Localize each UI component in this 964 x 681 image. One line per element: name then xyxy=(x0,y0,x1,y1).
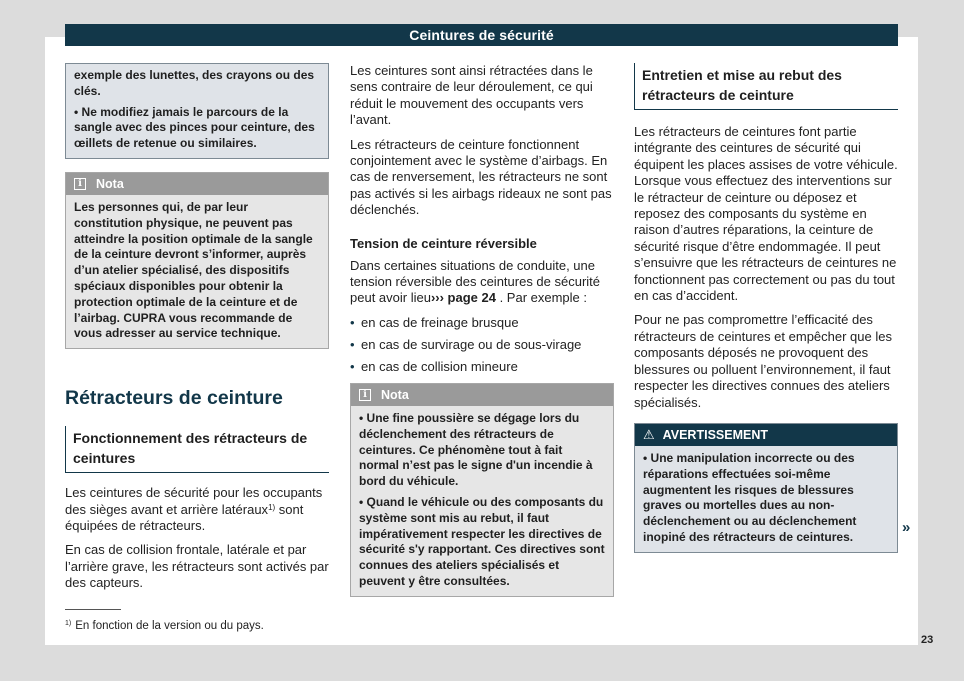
list-item: • en cas de collision mineure xyxy=(350,359,614,375)
note-text: Les personnes qui, de par leur constitution physique, ne peuvent pas atteindre la position optimale de la sangle de la ceinture devront s’informer, auprès d’un atelier spécialisé, des dispositifs spéciaux disponibles pour obtenir la protection optimale de la ceinture et de l’airbag. CUPRA vous recommande de vous adresser au service technique. xyxy=(74,199,313,341)
bullet-list xyxy=(350,315,614,375)
page-number: 23 xyxy=(921,634,934,646)
footnote-text: En fonction de la version ou du pays. xyxy=(75,620,264,632)
list-item: • en cas de survirage ou de sous-virage xyxy=(350,337,614,353)
note-body xyxy=(351,406,613,596)
note-item: • Quand le véhicule ou des composants du système sont mis au rebut, il faut impérativement respecter les directives de sécurité s'y rapportant. Ces directives sont connues des ateliers spécialisés et peuvent y être consultées. xyxy=(359,495,605,589)
note-title: Nota xyxy=(96,176,124,191)
warning-triangle-icon: ⚠ xyxy=(643,426,655,442)
note-body xyxy=(66,195,328,348)
warning-body xyxy=(635,446,897,552)
warning-continued-line: exemple des lunettes, des crayons ou des clés. xyxy=(74,68,315,98)
column-2 xyxy=(350,63,614,597)
warning-box xyxy=(634,423,898,553)
footnote-divider xyxy=(65,609,121,610)
note-item: • Une fine poussière se dégage lors du déclenchement des rétracteurs de ceintures. Ce phénomène tout à fait normal n’est pas le signe d'un incendie à bord du véhicule. xyxy=(359,411,593,489)
footnote-ref[interactable]: 1) xyxy=(268,502,276,512)
note-title: Nota xyxy=(381,388,409,403)
note-header xyxy=(351,384,613,406)
column-3 xyxy=(634,63,898,553)
column-1 xyxy=(65,63,329,600)
list-item: • en cas de freinage brusque xyxy=(350,315,614,331)
subsection-title: Fonctionnement des rétracteurs de ceintures xyxy=(65,426,329,473)
paragraph: Les rétracteurs de ceintures font partie intégrante des ceintures de sécurité qui équipent les places assises de votre véhicule. Lorsque vous effectuez des interventions sur le rétracteur de ceinture ou déposez et reposez des composants du système en raison d’autres réparations, la ceinture de sécurité risque d’être endommagée. Il peut s’ensuivre que les rétracteurs de ceintures ne fonctionnent pas correctement ou pas du tout en cas d’accident. xyxy=(634,124,898,304)
warning-header xyxy=(635,424,897,446)
page-link[interactable]: ››› page 24 xyxy=(430,290,496,306)
continue-arrow-icon: » xyxy=(902,519,911,536)
subheading: Tension de ceinture réversible xyxy=(350,235,537,251)
paragraph: Pour ne pas compromettre l’efficacité des rétracteurs de ceintures et empêcher que les composants déposés ne provoquent des blessures ou polluent l’environnement, il faut respecter les directives connues des ateliers spécialisés. xyxy=(634,312,892,410)
paragraph: Les ceintures de sécurité pour les occupants des sièges avant et arrière latéraux$^{1)}$ sont équipées de rétracteurs. xyxy=(65,485,323,533)
continued-warning-box xyxy=(65,63,329,159)
note-header xyxy=(66,173,328,195)
info-icon: i xyxy=(74,178,86,190)
note-box xyxy=(65,172,329,349)
paragraph: Les rétracteurs de ceinture fonctionnent conjointement avec le système d’airbags. En cas de renversement, les rétracteurs ne sont pas activés si les airbags rideaux ne sont pas déclenchés. xyxy=(350,136,612,218)
info-icon: i xyxy=(359,389,371,401)
paragraph: Les ceintures sont ainsi rétractées dans le sens contraire de leur déroulement, ce qui réduit le mouvement des occupants vers l’avant. xyxy=(350,63,593,128)
footnote xyxy=(65,620,264,632)
paragraph: Dans certaines situations de conduite, une tension réversible des ceintures de sécurité peut avoir lieu››› page 24 . Par exemple : xyxy=(350,257,601,306)
chapter-header: Ceintures de sécurité xyxy=(65,24,898,46)
note-box xyxy=(350,383,614,597)
paragraph: En cas de collision frontale, latérale et par l’arrière grave, les rétracteurs sont activés par des capteurs. xyxy=(65,542,329,591)
footnote-marker: 1) xyxy=(65,620,72,627)
subsection-title: Entretien et mise au rebut des rétracteurs de ceinture xyxy=(634,63,898,110)
warning-title: AVERTISSEMENT xyxy=(662,427,768,442)
warning-text: • Une manipulation incorrecte ou des réparations effectuées soi-même augmentent les risques de blessures graves ou mortelles dues au non-déclenchement ou au déclenchement inopiné des rétracteurs de ceintures. xyxy=(643,450,857,544)
warning-bullet: • Ne modifiez jamais le parcours de la sangle avec des pinces pour ceinture, des œillets de retenue ou similaires. xyxy=(74,104,315,151)
section-title: Rétracteurs de ceinture xyxy=(65,387,283,410)
